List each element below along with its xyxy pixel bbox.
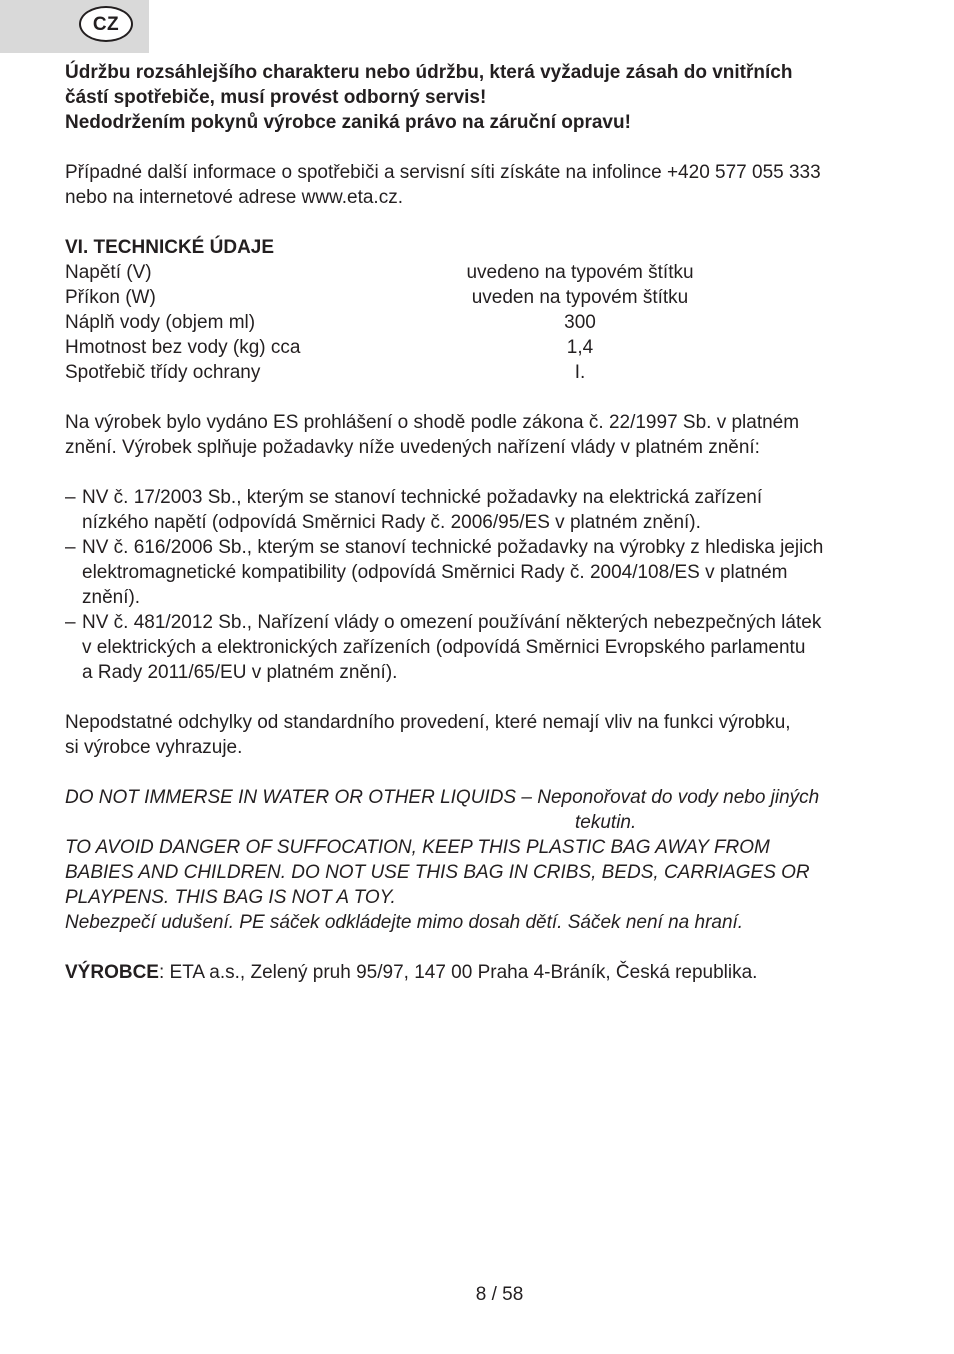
language-tab	[0, 0, 149, 53]
list-dash: –	[65, 487, 76, 508]
page-number: 8 / 58	[475, 1284, 524, 1305]
tech-label: Napětí (V)	[65, 262, 152, 283]
list-line: v elektrických a elektronických zařízeních (odpovídá Směrnici Evropského parlamentu	[82, 637, 806, 658]
language-badge: CZ	[79, 6, 133, 42]
tech-value: uvedeno na typovém štítku	[466, 262, 694, 283]
manufacturer-address: : ETA a.s., Zelený pruh 95/97, 147 00 Praha 4-Bráník, Česká republika.	[158, 962, 758, 983]
table-row	[65, 360, 895, 385]
list-line: znění).	[82, 587, 141, 608]
table-row	[65, 310, 895, 335]
list-line: NV č. 616/2006 Sb., kterým se stanoví technické požadavky na výrobky z hlediska jejich	[82, 537, 824, 558]
deviation-note	[65, 710, 895, 760]
warning-line: Nedodržením pokynů výrobce zaniká právo na záruční opravu!	[65, 112, 631, 133]
tech-value: uveden na typovém štítku	[471, 287, 689, 308]
list-dash: –	[65, 537, 76, 558]
tech-label: Náplň vody (objem ml)	[65, 312, 256, 333]
regulation-list	[65, 485, 895, 685]
list-item	[65, 485, 895, 535]
list-item	[65, 535, 895, 610]
list-dash: –	[65, 612, 76, 633]
tech-value: I.	[574, 362, 586, 383]
list-line: nízkého napětí (odpovídá Směrnici Rady č. 2006/95/ES v platném znění).	[82, 512, 701, 533]
table-row	[65, 335, 895, 360]
service-info	[65, 160, 895, 210]
list-line: a Rady 2011/65/EU v platném znění).	[82, 662, 398, 683]
caution-line: Nebezpečí udušení. PE sáček odkládejte mimo dosah dětí. Sáček není na hraní.	[65, 912, 744, 933]
declaration-line: Na výrobek bylo vydáno ES prohlášení o shodě podle zákona č. 22/1997 Sb. v platném	[65, 412, 800, 433]
caution-line: tekutin.	[575, 812, 637, 833]
document-body	[65, 60, 895, 985]
tech-value: 300	[564, 312, 596, 333]
tech-label: Příkon (W)	[65, 287, 156, 308]
declaration-line: znění. Výrobek splňuje požadavky níže uvedených nařízení vlády v platném znění:	[65, 437, 760, 458]
deviation-line: Nepodstatné odchylky od standardního provedení, které nemají vliv na funkci výrobku,	[65, 712, 791, 733]
list-item	[65, 610, 895, 685]
tech-label: Spotřebič třídy ochrany	[65, 362, 261, 383]
caution-line: PLAYPENS. THIS BAG IS NOT A TOY.	[65, 887, 396, 908]
info-line: Případné další informace o spotřebiči a servisní síti získáte na infolince +420 577 055 333	[65, 162, 821, 183]
manufacturer-info	[65, 960, 895, 985]
tech-label: Hmotnost bez vody (kg) cca	[65, 337, 301, 358]
manufacturer-label: VÝROBCE	[65, 962, 159, 983]
info-line: nebo na internetové adrese www.eta.cz.	[65, 187, 403, 208]
conformity-declaration	[65, 410, 895, 460]
safety-cautions	[65, 785, 895, 935]
tech-value: 1,4	[566, 337, 594, 358]
caution-line: DO NOT IMMERSE IN WATER OR OTHER LIQUIDS – Neponořovat do vody nebo jiných	[65, 787, 820, 808]
list-line: NV č. 481/2012 Sb., Nařízení vlády o omezení používání některých nebezpečných látek	[82, 612, 822, 633]
deviation-line: si výrobce vyhrazuje.	[65, 737, 243, 758]
table-row	[65, 260, 895, 285]
maintenance-warning	[65, 60, 895, 135]
warning-line: Údržbu rozsáhlejšího charakteru nebo údržbu, která vyžaduje zásah do vnitřních	[65, 62, 793, 83]
tech-table	[65, 260, 895, 385]
list-line: NV č. 17/2003 Sb., kterým se stanoví technické požadavky na elektrická zařízení	[82, 487, 763, 508]
warning-line: částí spotřebiče, musí provést odborný servis!	[65, 87, 487, 108]
table-row	[65, 285, 895, 310]
list-line: elektromagnetické kompatibility (odpovídá Směrnici Rady č. 2004/108/ES v platném	[82, 562, 788, 583]
section-heading: VI. TECHNICKÉ ÚDAJE	[65, 237, 275, 258]
technical-data	[65, 235, 895, 385]
caution-line: BABIES AND CHILDREN. DO NOT USE THIS BAG IN CRIBS, BEDS, CARRIAGES OR	[65, 862, 810, 883]
caution-line: TO AVOID DANGER OF SUFFOCATION, KEEP THIS PLASTIC BAG AWAY FROM	[65, 837, 770, 858]
